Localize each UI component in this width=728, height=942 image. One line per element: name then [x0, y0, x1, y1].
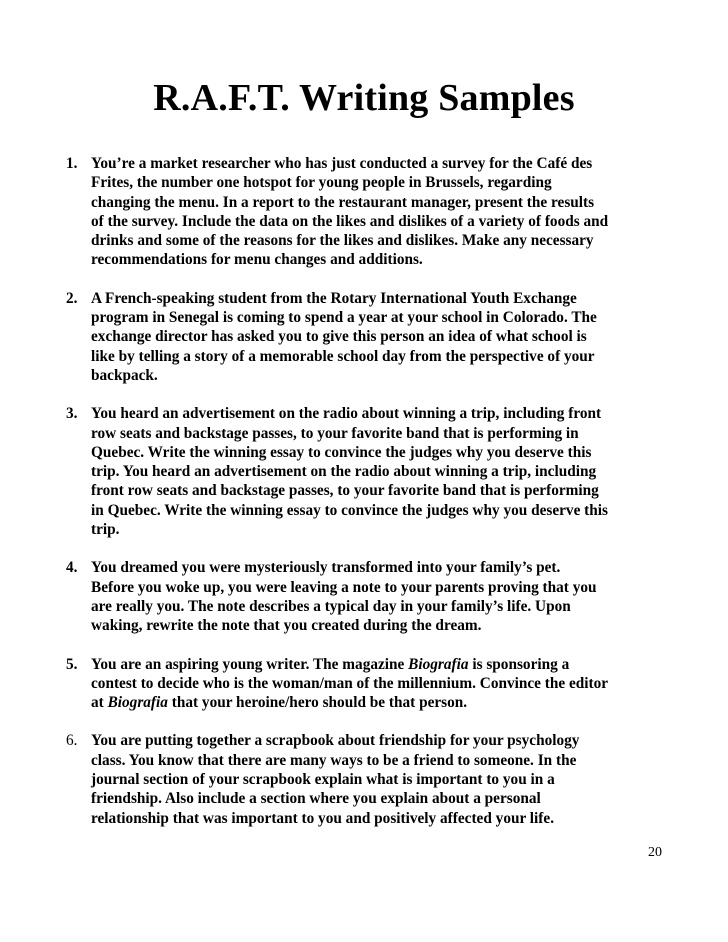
item-text-line: relationship that was important to you and positively affected your life.: [91, 809, 555, 827]
list-item-6: [66, 731, 666, 827]
item-number: 6.: [66, 732, 78, 750]
item-text-line: [91, 655, 666, 674]
magazine-title: Biografia: [408, 655, 469, 673]
item-text-line: contest to decide who is the woman/man of the millennium. Convince the editor: [91, 674, 609, 692]
list-item-1: [66, 154, 666, 270]
item-number: 5.: [66, 655, 78, 673]
item-text-line: program in Senegal is coming to spend a year at your school in Colorado. The: [91, 309, 597, 327]
item-text-line: [91, 693, 666, 712]
item-text-line: Frites, the number one hotspot for young people in Brussels, regarding: [91, 174, 552, 192]
item-text-line: You heard an advertisement on the radio about winning a trip, including front: [91, 405, 602, 423]
item-text-line: of the survey. Include the data on the likes and dislikes of a variety of foods and: [91, 212, 609, 230]
list-item-3: [66, 404, 666, 539]
page-title: R.A.F.T. Writing Samples: [153, 77, 575, 119]
magazine-title: Biografia: [107, 694, 168, 712]
page-number: 20: [648, 845, 662, 860]
item-text-line: waking, rewrite the note that you created during the dream.: [91, 617, 482, 635]
item-number: 2.: [66, 289, 78, 307]
item-text-segment: is sponsoring a: [468, 655, 570, 673]
item-text-segment: that your heroine/hero should be that person.: [167, 694, 468, 712]
item-text-line: trip.: [91, 521, 120, 539]
item-text-line: You’re a market researcher who has just conducted a survey for the Café des: [91, 155, 593, 172]
item-text-line: front row seats and backstage passes, to your favorite band that is performing: [91, 482, 599, 500]
item-text-line: are really you. The note describes a typical day in your family’s life. Upon: [91, 597, 571, 615]
writing-sample-list: [66, 154, 666, 847]
item-text-segment: at: [91, 694, 108, 712]
item-text-line: Before you woke up, you were leaving a note to your parents proving that you: [91, 578, 597, 596]
item-text-line: You dreamed you were mysteriously transformed into your family’s pet.: [91, 559, 561, 577]
item-text-line: backpack.: [91, 366, 158, 384]
list-item-5: [66, 655, 666, 713]
item-text-line: exchange director has asked you to give this person an idea of what school is: [91, 328, 587, 346]
item-text-line: A French-speaking student from the Rotary International Youth Exchange: [91, 289, 577, 307]
item-text-line: drinks and some of the reasons for the likes and dislikes. Make any necessary: [91, 232, 594, 250]
item-text-line: Quebec. Write the winning essay to convince the judges why you deserve this: [91, 443, 592, 461]
item-text-line: You are putting together a scrapbook about friendship for your psychology: [91, 732, 580, 750]
item-number: 3.: [66, 405, 78, 423]
item-text-line: in Quebec. Write the winning essay to convince the judges why you deserve this: [91, 501, 608, 519]
item-text-line: row seats and backstage passes, to your favorite band that is performing in: [91, 424, 579, 442]
item-text-segment: You are an aspiring young writer. The magazine: [91, 655, 409, 673]
item-number: 1.: [66, 155, 78, 172]
list-item-2: [66, 289, 666, 385]
item-text-line: journal section of your scrapbook explain what is important to you in a: [91, 771, 555, 789]
item-text-line: recommendations for menu changes and additions.: [91, 251, 423, 269]
item-text-line: friendship. Also include a section where you explain about a personal: [91, 790, 541, 808]
list-item-4: [66, 558, 666, 635]
item-text-line: changing the menu. In a report to the restaurant manager, present the results: [91, 193, 595, 211]
item-number: 4.: [66, 559, 78, 577]
item-text-line: like by telling a story of a memorable school day from the perspective of your: [91, 347, 595, 365]
item-text-line: trip. You heard an advertisement on the radio about winning a trip, including: [91, 463, 597, 481]
item-text-line: class. You know that there are many ways to be a friend to someone. In the: [91, 751, 577, 769]
